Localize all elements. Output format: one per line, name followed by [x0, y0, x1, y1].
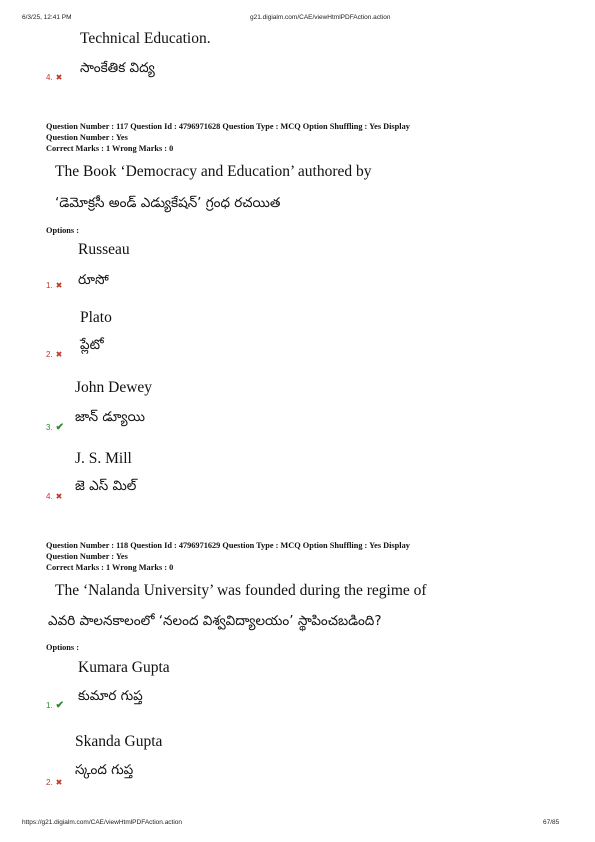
q117-option-3-number: 3. ✔: [46, 422, 65, 433]
footer-url: https://g21.digialm.com/CAE/viewHtmlPDFAction.action: [22, 819, 183, 826]
wrong-icon: ✖: [55, 778, 63, 787]
print-url: g21.digialm.com/CAE/viewHtmlPDFAction.action: [250, 14, 391, 21]
check-icon: ✔: [55, 700, 65, 711]
wrong-icon: ✖: [55, 350, 63, 359]
q118-option-1-en: Kumara Gupta: [78, 659, 170, 676]
q117-option-4-en: J. S. Mill: [75, 450, 132, 467]
q117-meta: Question Number : 117 Question Id : 4796971628 Question Type : MCQ Option Shuffling : Yes Display Question Number : Yes Correct Marks : 1 Wrong Marks : 0: [46, 122, 410, 153]
prev-option-4-en: Technical Education.: [80, 30, 211, 47]
q118-option-2-number: 2. ✖: [46, 778, 63, 787]
q117-question-en: The Book ‘Democracy and Education’ authored by: [55, 163, 372, 180]
q118-option-2-te: స్కంద గుప్త: [75, 762, 134, 778]
q117-option-2-number: 2. ✖: [46, 350, 63, 359]
q117-options-label: Options :: [46, 226, 79, 235]
q117-option-1-number: 1. ✖: [46, 281, 63, 290]
check-icon: ✔: [55, 422, 65, 433]
q118-question-en: The ‘Nalanda University’ was founded during the regime of: [55, 582, 427, 599]
q117-option-2-te: ప్లేటో: [80, 337, 104, 353]
q117-option-3-en: John Dewey: [75, 379, 153, 396]
q118-option-1-te: కుమార గుప్త: [78, 688, 143, 704]
q117-option-2-en: Plato: [80, 309, 112, 326]
q117-option-1-en: Russeau: [78, 241, 130, 258]
wrong-icon: ✖: [55, 73, 63, 82]
wrong-icon: ✖: [55, 492, 63, 501]
q117-option-3-te: జాన్ డ్యూయి: [75, 409, 145, 425]
q118-question-te: ఎవరి పాలనకాలంలో ‘నలంద విశ్వవిద్యాలయం’ స్థాపించబడింది?: [48, 613, 382, 629]
q117-option-1-te: రూసో: [78, 272, 109, 288]
q118-option-2-en: Skanda Gupta: [75, 733, 163, 750]
prev-option-4-number: 4. ✖: [46, 73, 63, 82]
q118-option-1-number: 1. ✔: [46, 700, 65, 711]
q117-question-te: ‘డెమోక్రసీ అండ్ ఎడ్యుకేషన్’ గ్రంధ రచయిత: [55, 195, 281, 211]
page-number: 67/85: [543, 819, 560, 826]
prev-option-4-te: సాంకేతిక విద్య: [80, 60, 155, 76]
q118-options-label: Options :: [46, 643, 79, 652]
wrong-icon: ✖: [55, 281, 63, 290]
q117-option-4-number: 4. ✖: [46, 492, 63, 501]
q118-meta: Question Number : 118 Question Id : 4796971629 Question Type : MCQ Option Shuffling : Yes Display Question Number : Yes Correct Marks : 1 Wrong Marks : 0: [46, 541, 410, 572]
q117-option-4-te: జె ఎస్ మిల్: [75, 478, 137, 494]
print-datetime: 6/3/25, 12:41 PM: [22, 14, 72, 21]
